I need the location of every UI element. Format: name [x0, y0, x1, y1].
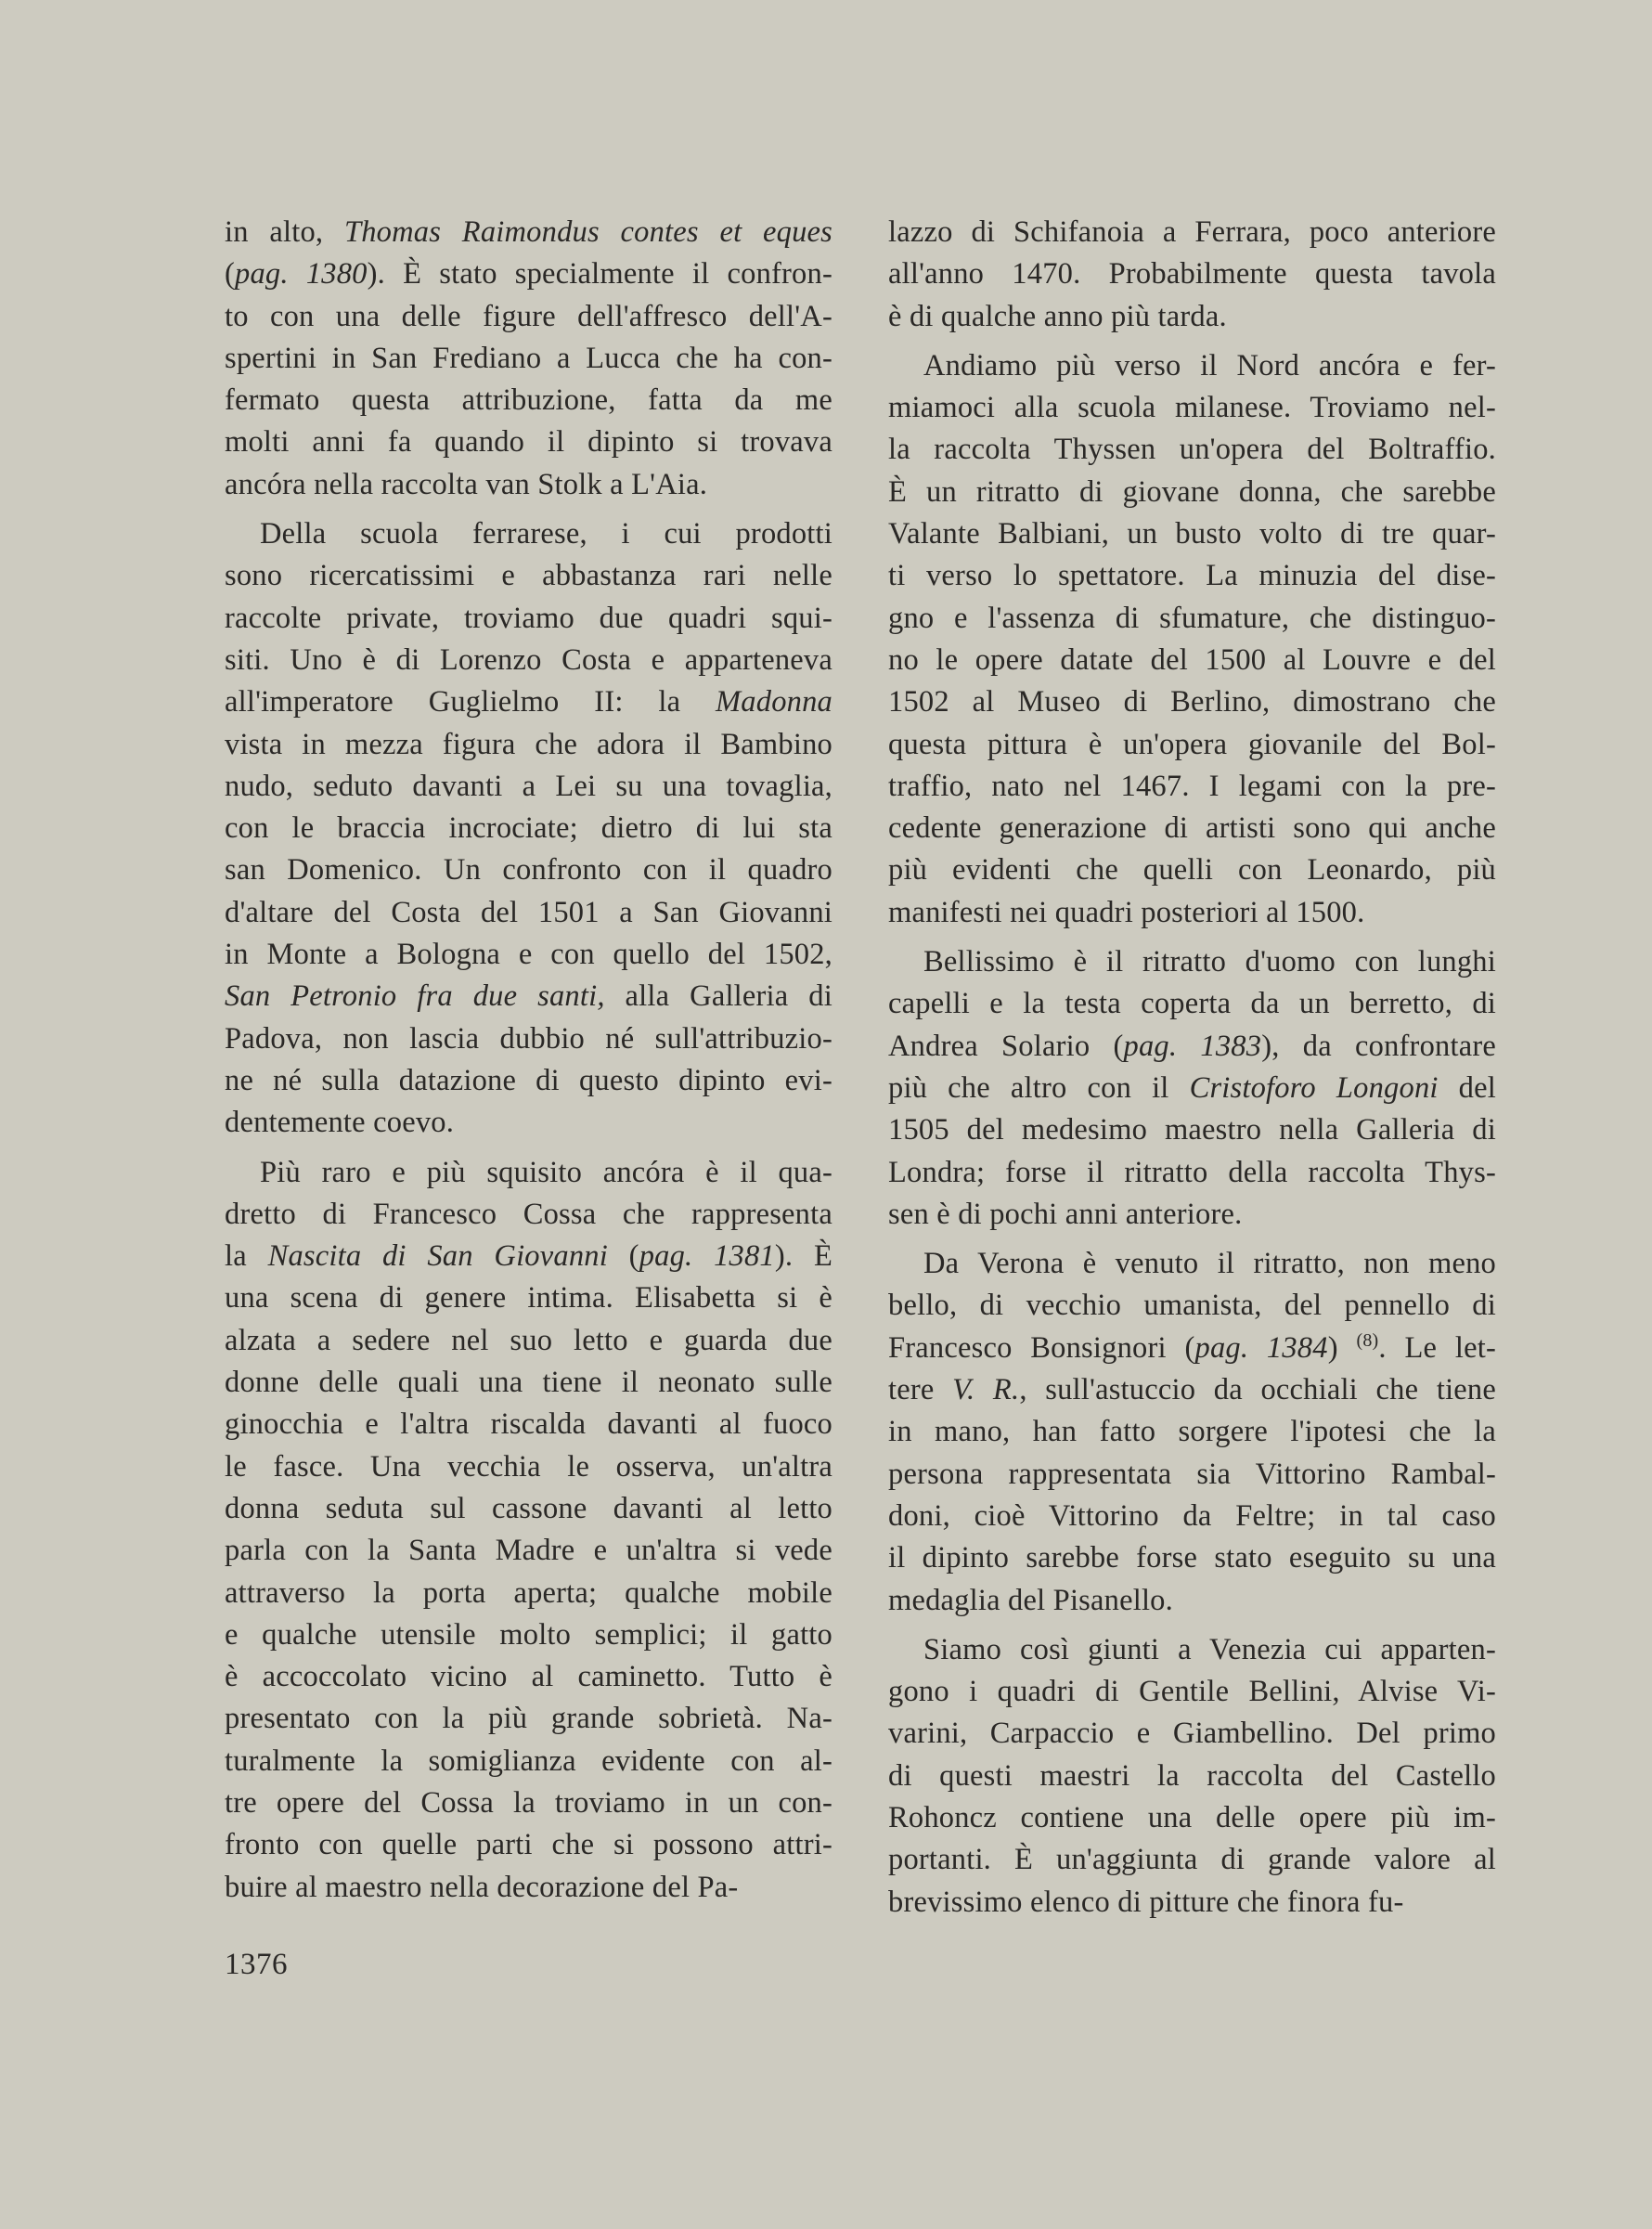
text-line: [888, 1496, 1496, 1537]
text-segment: donne delle quali una tiene il neonato sulle: [225, 1366, 832, 1400]
text-line: [888, 1580, 1496, 1622]
text-segment: più evidenti che quelli con Leonardo, più: [888, 853, 1496, 888]
text-segment: all'anno 1470. Probabilmente questa tavola: [888, 257, 1496, 292]
text-line: [225, 1656, 832, 1698]
text-line: [888, 429, 1496, 471]
text-segment: gno e l'assenza di sfumature, che distinguo-: [888, 601, 1496, 635]
text-line: [888, 253, 1496, 295]
text-line: [888, 1109, 1496, 1151]
text-segment: sono ricercatissimi e abbastanza rari nelle: [225, 559, 832, 593]
text-segment: in Monte a Bologna e con quello del 1502,: [225, 938, 832, 972]
italic-segment: pag. 1381: [639, 1239, 775, 1274]
text-segment: attraverso la porta aperta; qualche mobile: [225, 1575, 832, 1610]
text-line: [225, 212, 832, 253]
text-line: [225, 1277, 832, 1319]
text-line: [888, 849, 1496, 891]
text-line: [225, 1152, 832, 1194]
text-segment: ginocchia e l'altra riscalda davanti al fuoco: [225, 1407, 832, 1442]
text-line: [888, 1194, 1496, 1236]
text-segment: spertini in San Frediano a Lucca che ha con-: [225, 341, 832, 375]
text-line: [888, 296, 1496, 338]
italic-segment: Thomas Raimondus contes et eques: [343, 215, 832, 249]
italic-segment: San Petronio fra due santi,: [225, 979, 605, 1014]
text-segment: di questi maestri la raccolta del Castello: [888, 1758, 1496, 1793]
text-segment: è accoccolato vicino al caminetto. Tutto è: [225, 1660, 832, 1694]
text-segment: persona rappresentata sia Vittorino Rambal-: [888, 1457, 1496, 1491]
text-line: [225, 681, 832, 723]
text-segment: capelli e la testa coperta da un berretto, di: [888, 987, 1496, 1021]
text-segment: alla Galleria di: [604, 979, 832, 1014]
text-line: [225, 1488, 832, 1530]
text-segment: no le opere datate del 1500 al Louvre e del: [888, 642, 1496, 677]
text-line: [225, 1867, 832, 1909]
text-line: [888, 598, 1496, 640]
text-line: [225, 1446, 832, 1488]
text-line: [225, 1362, 832, 1404]
italic-segment: pag. 1383: [1123, 1029, 1262, 1063]
text-segment: (: [225, 257, 236, 292]
text-segment: ancóra nella raccolta van Stolk a L'Aia.: [225, 467, 708, 501]
italic-segment: V. R.: [952, 1373, 1020, 1407]
text-line: [888, 766, 1496, 808]
text-line: [225, 892, 832, 934]
text-line: [888, 1152, 1496, 1194]
text-segment: tre opere del Cossa la troviamo in un con-: [225, 1785, 832, 1820]
text-segment: presentato con la più grande sobrietà. Na-: [225, 1702, 832, 1736]
text-segment: doni, cioè Vittorino da Feltre; in tal caso: [888, 1498, 1496, 1533]
text-segment: ne né sulla datazione di questo dipinto evi-: [225, 1063, 832, 1097]
text-segment: parla con la Santa Madre e un'altra si vede: [225, 1534, 832, 1568]
text-segment: manifesti nei quadri posteriori al 1500.: [888, 895, 1365, 929]
text-segment: raccolte private, troviamo due quadri squi-: [225, 601, 832, 635]
text-line: [888, 1328, 1496, 1369]
text-line: [225, 598, 832, 640]
text-segment: donna seduta sul cassone davanti al letto: [225, 1491, 832, 1525]
text-line: [225, 1102, 832, 1144]
text-segment: varini, Carpaccio e Giambellino. Del primo: [888, 1717, 1496, 1751]
text-segment: Più raro e più squisito ancóra è il qua-: [260, 1155, 832, 1189]
text-line: [888, 941, 1496, 983]
text-line: [225, 849, 832, 891]
text-line: [888, 1713, 1496, 1755]
text-segment: È un ritratto di giovane donna, che sarebbe: [888, 474, 1496, 509]
text-segment: è di qualche anno più tarda.: [888, 299, 1227, 333]
text-line: [225, 1741, 832, 1782]
text-line: [225, 1060, 832, 1102]
text-segment: gono i quadri di Gentile Bellini, Alvise Vi-: [888, 1675, 1496, 1709]
text-line: [225, 808, 832, 849]
text-segment: nudo, seduto davanti a Lei su una tovaglia,: [225, 769, 832, 803]
text-segment: 1502 al Museo di Berlino, dimostrano che: [888, 685, 1496, 719]
text-line: [888, 1026, 1496, 1068]
text-segment: (: [607, 1239, 639, 1274]
text-line: [225, 253, 832, 295]
text-segment: una scena di genere intima. Elisabetta si è: [225, 1281, 832, 1315]
text-segment: , sull'astuccio da occhiali che tiene: [1019, 1373, 1497, 1407]
text-line: [888, 1454, 1496, 1496]
text-line: [225, 1404, 832, 1445]
text-segment: buire al maestro nella decorazione del Pa-: [225, 1870, 739, 1904]
text-line: [888, 387, 1496, 429]
text-line: [888, 1369, 1496, 1411]
text-line: [888, 1756, 1496, 1797]
text-line: [888, 1671, 1496, 1713]
text-segment: cedente generazione di artisti sono qui anche: [888, 811, 1496, 846]
text-segment: siti. Uno è di Lorenzo Costa e apparteneva: [225, 642, 832, 677]
text-line: [888, 513, 1496, 555]
text-line: [225, 1614, 832, 1656]
text-line: [225, 1573, 832, 1614]
text-segment: lazzo di Schifanoia a Ferrara, poco anteriore: [888, 215, 1496, 249]
text-segment: le fasce. Una vecchia le osserva, un'altra: [225, 1449, 832, 1484]
text-segment: Della scuola ferrarese, i cui prodotti: [260, 517, 832, 551]
text-line: [225, 1824, 832, 1866]
text-segment: dretto di Francesco Cossa che rappresenta: [225, 1197, 832, 1231]
text-segment: in alto,: [225, 215, 344, 249]
text-segment: alzata a sedere nel suo letto e guarda due: [225, 1323, 832, 1357]
text-segment: Andiamo più verso il Nord ancóra e fer-: [923, 348, 1496, 382]
text-column-right: [888, 212, 1496, 1924]
footnote-ref: (8): [1356, 1329, 1379, 1351]
text-line: [888, 1839, 1496, 1881]
text-line: [888, 892, 1496, 934]
text-segment: Padova, non lascia dubbio né sull'attribuzio-: [225, 1021, 832, 1056]
text-line: [888, 808, 1496, 849]
text-segment: ): [1327, 1330, 1357, 1365]
text-segment: ). È: [774, 1239, 832, 1274]
text-line: [888, 1411, 1496, 1453]
text-segment: Londra; forse il ritratto della raccolta Thys-: [888, 1155, 1496, 1189]
italic-segment: Nascita di San Giovanni: [267, 1239, 608, 1274]
text-segment: 1505 del medesimo maestro nella Galleria di: [888, 1113, 1496, 1147]
text-segment: Andrea Solario (: [888, 1029, 1124, 1063]
italic-segment: Madonna: [716, 685, 832, 719]
text-segment: il dipinto sarebbe forse stato eseguito su una: [888, 1541, 1496, 1575]
text-line: [225, 640, 832, 681]
text-line: [225, 934, 832, 976]
text-line: [225, 1530, 832, 1572]
text-segment: molti anni fa quando il dipinto si trovava: [225, 425, 832, 460]
text-segment: la raccolta Thyssen un'opera del Boltraffio.: [888, 433, 1496, 467]
text-line: [888, 681, 1496, 723]
text-line: [888, 212, 1496, 253]
text-segment: Rohoncz contiene una delle opere più im-: [888, 1800, 1496, 1834]
text-line: [225, 1698, 832, 1740]
text-line: [888, 1285, 1496, 1327]
italic-segment: Cristoforo Longoni: [1189, 1070, 1439, 1105]
text-line: [225, 1018, 832, 1060]
text-line: [225, 1320, 832, 1362]
text-segment: to con una delle figure dell'affresco dell'A-: [225, 299, 832, 333]
text-segment: ti verso lo spettatore. La minuzia del dise-: [888, 559, 1496, 593]
text-column-left: [225, 212, 832, 1909]
text-segment: miamoci alla scuola milanese. Troviamo nel-: [888, 391, 1496, 425]
text-segment: con le braccia incrociate; dietro di lui sta: [225, 811, 832, 846]
text-line: [888, 1068, 1496, 1109]
text-line: [225, 766, 832, 808]
text-segment: ), da confrontare: [1261, 1029, 1496, 1063]
text-line: [225, 1236, 832, 1277]
text-segment: in mano, han fatto sorgere l'ipotesi che la: [888, 1415, 1496, 1449]
text-segment: la: [225, 1239, 268, 1274]
text-segment: Francesco Bonsignori (: [888, 1330, 1195, 1365]
text-segment: del: [1438, 1070, 1496, 1105]
text-line: [888, 1537, 1496, 1579]
text-segment: Bellissimo è il ritratto d'uomo con lunghi: [923, 945, 1496, 979]
text-line: [888, 1797, 1496, 1839]
text-line: [225, 1782, 832, 1824]
text-segment: bello, di vecchio umanista, del pennello di: [888, 1289, 1496, 1323]
text-segment: e qualche utensile molto semplici; il gatto: [225, 1617, 832, 1652]
italic-segment: pag. 1380: [235, 257, 368, 292]
text-segment: più che altro con il: [888, 1070, 1190, 1105]
text-segment: Siamo così giunti a Venezia cui apparten-: [923, 1632, 1496, 1666]
text-segment: sen è di pochi anni anteriore.: [888, 1197, 1243, 1231]
text-line: [888, 983, 1496, 1025]
text-line: [225, 380, 832, 421]
text-segment: fermato questa attribuzione, fatta da me: [225, 383, 832, 418]
text-segment: turalmente la somiglianza evidente con al-: [225, 1743, 832, 1778]
text-segment: vista in mezza figura che adora il Bambino: [225, 727, 832, 761]
page-number: 1376: [225, 1948, 288, 1981]
text-line: [888, 1882, 1496, 1924]
text-line: [225, 296, 832, 338]
text-line: [888, 724, 1496, 766]
text-line: [888, 1243, 1496, 1285]
text-segment: traffio, nato nel 1467. I legami con la pre-: [888, 769, 1496, 803]
text-line: [888, 345, 1496, 387]
text-line: [225, 464, 832, 506]
text-segment: Da Verona è venuto il ritratto, non meno: [923, 1247, 1496, 1281]
text-line: [225, 555, 832, 597]
text-segment: d'altare del Costa del 1501 a San Giovanni: [225, 895, 832, 929]
text-segment: Valante Balbiani, un busto volto di tre quar-: [888, 517, 1496, 551]
text-segment: brevissimo elenco di pitture che finora fu-: [888, 1885, 1404, 1919]
text-line: [225, 421, 832, 463]
text-line: [888, 640, 1496, 681]
text-line: [888, 555, 1496, 597]
text-segment: tere: [888, 1373, 953, 1407]
text-segment: medaglia del Pisanello.: [888, 1583, 1173, 1617]
text-segment: dentemente coevo.: [225, 1106, 455, 1140]
text-segment: portanti. È un'aggiunta di grande valore al: [888, 1843, 1496, 1877]
text-line: [225, 976, 832, 1017]
text-line: [225, 1194, 832, 1236]
text-segment: questa pittura è un'opera giovanile del Bol-: [888, 727, 1496, 761]
text-segment: . Le let-: [1378, 1330, 1496, 1365]
text-line: [888, 472, 1496, 513]
text-line: [225, 724, 832, 766]
text-segment: ). È stato specialmente il confron-: [367, 257, 832, 292]
italic-segment: pag. 1384: [1194, 1330, 1328, 1365]
text-line: [225, 338, 832, 380]
text-line: [888, 1629, 1496, 1671]
text-segment: all'imperatore Guglielmo II: la: [225, 685, 716, 719]
text-segment: san Domenico. Un confronto con il quadro: [225, 853, 832, 888]
text-line: [225, 513, 832, 555]
text-segment: fronto con quelle parti che si possono attri-: [225, 1828, 832, 1862]
